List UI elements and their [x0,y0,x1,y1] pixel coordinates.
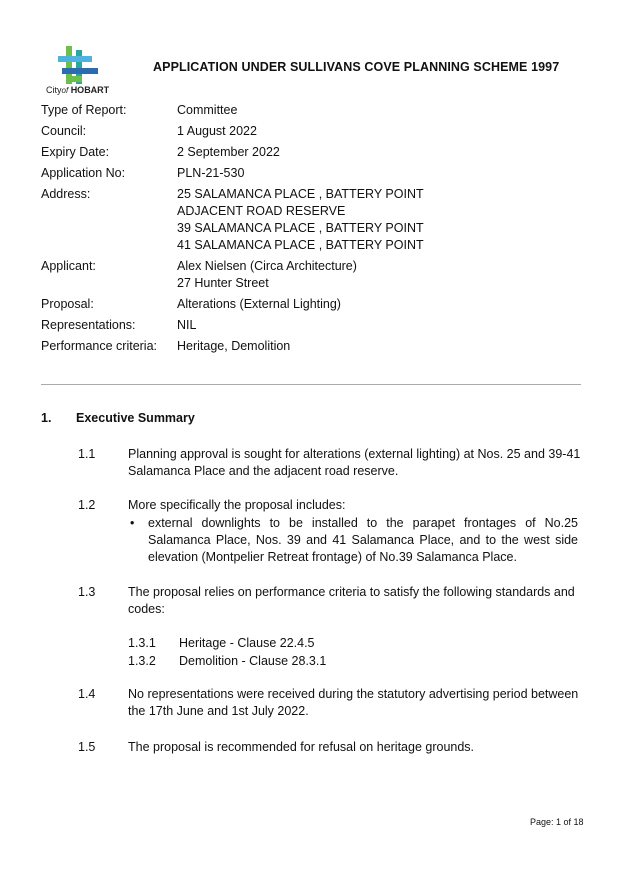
address-line: 41 SALAMANCA PLACE , BATTERY POINT [177,238,424,252]
meta-value: Committee [177,103,238,117]
meta-label: Application No: [41,166,126,180]
meta-value: 1 August 2022 [177,124,257,138]
report-metadata [41,102,424,359]
sub-item-number: 1.3.1 [128,636,156,650]
paragraph-number: 1.1 [78,447,96,461]
address-line: ADJACENT ROAD RESERVE [177,204,346,218]
meta-value [177,258,357,292]
paragraph-text: The proposal is recommended for refusal on heritage grounds. [128,740,475,754]
paragraph-text: Planning approval is sought for alterations (external lighting) at Nos. 25 and 39-41 Salamanca Place and the adjacent road reserve. [128,447,581,478]
meta-row-type [41,102,424,119]
paragraph-text: No representations were received during the statutory advertising period between the 17th June and 1st July 2022. [128,687,579,718]
meta-label: Performance criteria: [41,339,158,353]
paragraph-text: More specifically the proposal includes: [128,498,346,512]
applicant-line: 27 Hunter Street [177,276,269,290]
meta-label: Proposal: [41,297,94,311]
meta-label: Address: [41,187,91,201]
meta-row-applicant [41,258,424,292]
section-number: 1. [41,411,52,425]
meta-value: Alterations (External Lighting) [177,297,341,311]
meta-row-proposal [41,296,424,313]
sub-item-number: 1.3.2 [128,654,156,668]
sub-item-text: Heritage - Clause 22.4.5 [179,636,315,650]
address-line: 39 SALAMANCA PLACE , BATTERY POINT [177,221,424,235]
meta-value: NIL [177,318,197,332]
document-title: APPLICATION UNDER SULLIVANS COVE PLANNING SCHEME 1997 [153,60,560,74]
meta-label: Applicant: [41,259,96,273]
paragraph-text: The proposal relies on performance criteria to satisfy the following standards and codes: [128,585,575,616]
meta-value: 2 September 2022 [177,145,280,159]
address-line: 25 SALAMANCA PLACE , BATTERY POINT [177,187,424,201]
meta-row-performance-criteria [41,338,424,355]
divider [41,384,581,385]
meta-row-council [41,123,424,140]
meta-label: Type of Report: [41,103,127,117]
paragraph-number: 1.4 [78,687,96,701]
meta-value [177,186,424,254]
meta-label: Representations: [41,318,136,332]
paragraph-number: 1.2 [78,498,96,512]
bullet-marker: • [130,516,135,530]
page-number: Page: 1 of 18 [530,817,584,827]
paragraph-number: 1.3 [78,585,96,599]
meta-value: Heritage, Demolition [177,339,291,353]
meta-label: Council: [41,124,87,138]
meta-row-representations [41,317,424,334]
sub-item-text: Demolition - Clause 28.3.1 [179,654,327,668]
meta-row-application-no [41,165,424,182]
paragraph-number: 1.5 [78,740,96,754]
meta-value: PLN-21-530 [177,166,245,180]
meta-row-expiry [41,144,424,161]
meta-row-address [41,186,424,254]
bullet-text: external downlights to be installed to the parapet frontages of No.25 Salamanca Place, Nos. 39 and 41 Salamanca Place, and to the west side elevation (Montpelier Retreat frontage) of No.39 Salamanca Place. [148,516,578,564]
logo-wordmark: Cityof HOBART [46,85,110,95]
meta-label: Expiry Date: [41,145,110,159]
applicant-line: Alex Nielsen (Circa Architecture) [177,259,357,273]
section-title: Executive Summary [76,411,195,425]
